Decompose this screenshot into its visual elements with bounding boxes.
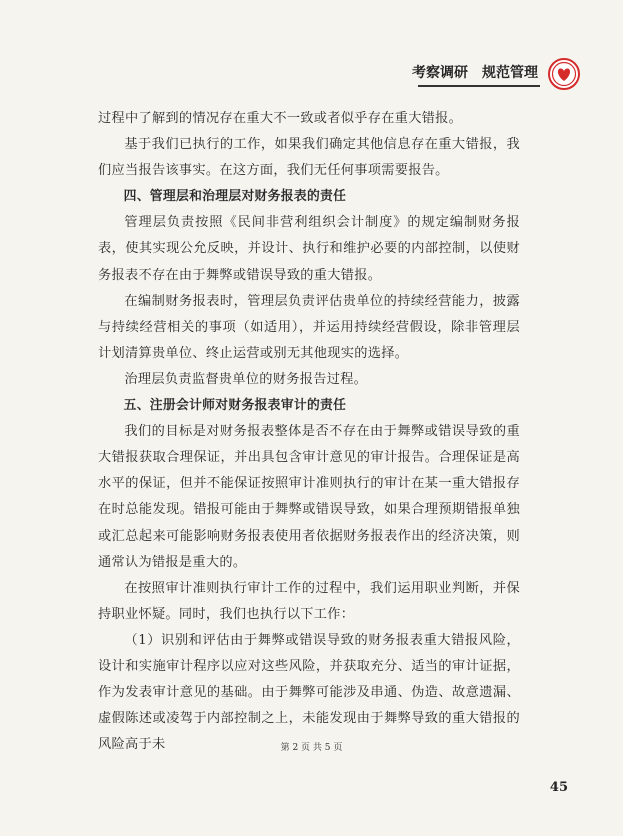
report-body bbox=[98, 106, 520, 758]
header-rule bbox=[418, 85, 540, 87]
body-paragraph: 我们的目标是对财务报表整体是否不存在由于舞弊或错误导致的重大错报获取合理保证，并出具包含审计意见的审计报告。合理保证是高水平的保证，但并不能保证按照审计准则执行的审计在某一重大错报存在时总能发现。错报可能由于舞弊或错误导致，如果合理预期错报单独或汇总起来可能影响财务报表使用者依据财务报表作出的经济决策，则通常认为错报是重大的。 bbox=[98, 424, 520, 570]
magazine-page-number: 45 bbox=[549, 780, 568, 795]
pdf-page-indicator: 第 2 页 共 5 页 bbox=[280, 743, 343, 753]
section-heading: 四、管理层和治理层对财务报表的责任 bbox=[123, 189, 347, 205]
body-paragraph: 过程中了解到的情况存在重大不一致或者似乎存在重大错报。 bbox=[98, 111, 463, 126]
section-heading: 五、注册会计师对财务报表审计的责任 bbox=[123, 398, 347, 414]
body-paragraph: 基于我们已执行的工作，如果我们确定其他信息存在重大错报，我们应当报告该事实。在这方面，我们无任何事项需要报告。 bbox=[98, 137, 520, 179]
body-paragraph: （1）识别和评估由于舞弊或错误导致的财务报表重大错报风险，设计和实施审计程序以应对这些风险，并获取充分、适当的审计证据，作为发表审计意见的基础。由于舞弊可能涉及串通、伪造、故意遗漏、虚假陈述或凌驾于内部控制之上，未能发现由于舞弊导致的重大错报的风险高于未 bbox=[98, 632, 520, 753]
body-paragraph: 管理层负责按照《民间非营利组织会计制度》的规定编制财务报表，使其实现公允反映，并设计、执行和维护必要的内部控制，以使财务报表不存在由于舞弊或错误导致的重大错报。 bbox=[98, 215, 520, 283]
body-paragraph: 治理层负责监督贵单位的财务报告过程。 bbox=[124, 371, 368, 387]
body-paragraph: 在按照审计准则执行审计工作的过程中，我们运用职业判断，并保持职业怀疑。同时，我们也执行以下工作： bbox=[98, 580, 520, 622]
section-title: 考察调研 规范管理 bbox=[412, 65, 538, 81]
body-paragraph: 在编制财务报表时，管理层负责评估贵单位的持续经营能力，披露与持续经营相关的事项（如适用），并运用持续经营假设，除非管理层计划清算贵单位、终止运营或别无其他现实的选择。 bbox=[98, 293, 520, 361]
heart-emblem-icon bbox=[548, 58, 580, 90]
page-header bbox=[408, 58, 608, 88]
